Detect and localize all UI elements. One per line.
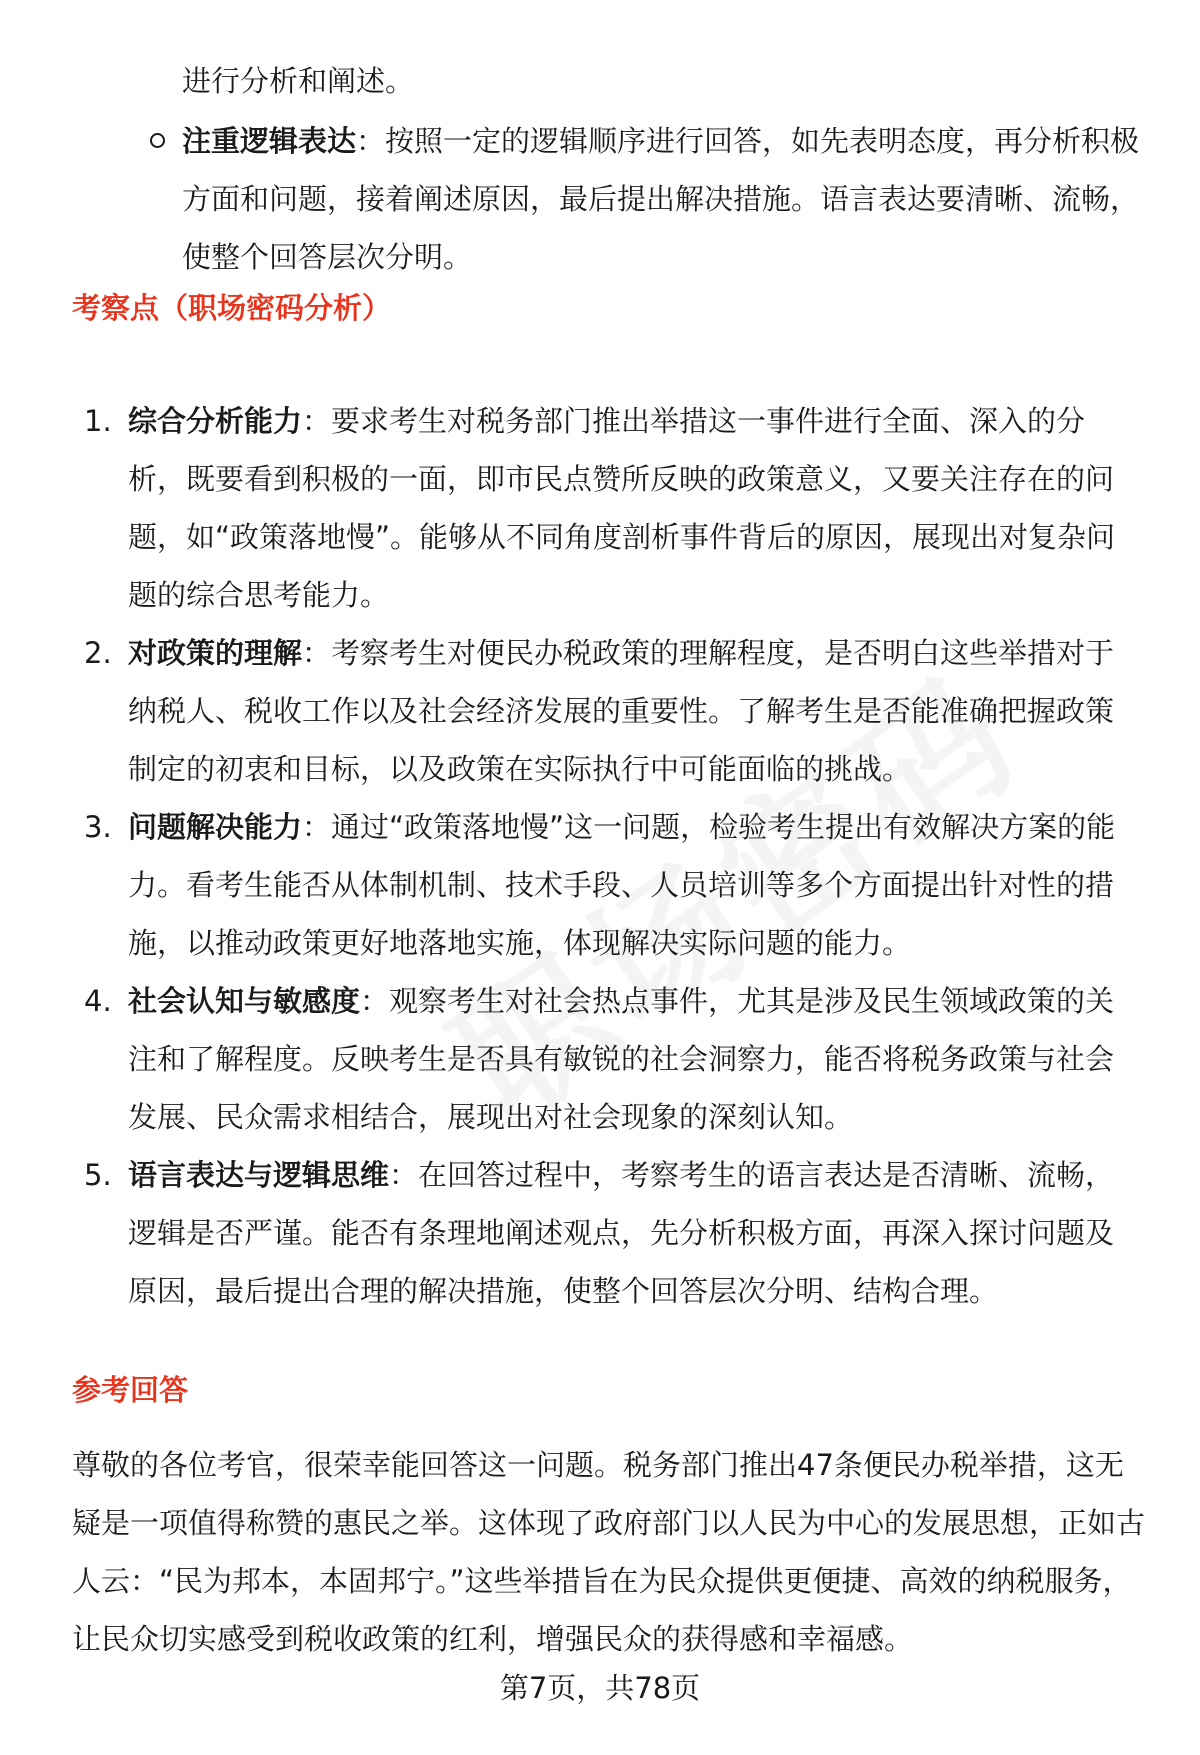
list-item-text: ：要求考生对税务部门推出举措这一事件进行全面、深入的分析，既要看到积极的一面，即市民点赞所反映的政策意义，又要关注存在的问题，如“政策落地慢”。能够从不同角度剖析事件背后的原因，展现出对复杂问题的综合思考能力。 [128, 404, 1116, 612]
list-item [72, 1146, 1142, 1320]
list-item [72, 972, 1142, 1146]
list-item-body [128, 392, 1142, 624]
sub-list-item [150, 112, 1142, 286]
list-item-title: 对政策的理解 [128, 636, 303, 670]
continuation-text: 进行分析和阐述。 [182, 64, 415, 98]
sub-item-text: ：按照一定的逻辑顺序进行回答，如先表明态度，再分析积极方面和问题，接着阐述原因，最后提出解决措施。语言表达要清晰、流畅，使整个回答层次分明。 [182, 124, 1140, 274]
list-item [72, 392, 1142, 624]
list-item-number: 3. [84, 810, 112, 844]
list-item-title: 语言表达与逻辑思维 [128, 1158, 390, 1192]
list-item-text: ：观察考生对社会热点事件，尤其是涉及民生领域政策的关注和了解程度。反映考生是否具有敏锐的社会洞察力，能否将税务政策与社会发展、民众需求相结合，展现出对社会现象的深刻认知。 [128, 984, 1115, 1134]
section-heading-reference-answer: 参考回答 [72, 1373, 189, 1407]
page-number-footer: 第7页，共78页 [499, 1671, 701, 1705]
exam-points-list [72, 392, 1142, 1320]
list-item-text: ：通过“政策落地慢”这一问题，检验考生提出有效解决方案的能力。看考生能否从体制机制、技术手段、人员培训等多个方面提出针对性的措施，以推动政策更好地落地实施，体现解决实际问题的能力。 [128, 810, 1116, 960]
sub-item-title: 注重逻辑表达 [182, 124, 357, 158]
section-heading-exam-points: 考察点（职场密码分析） [72, 291, 392, 325]
list-item [72, 624, 1142, 798]
reference-answer-paragraph: 尊敬的各位考官，很荣幸能回答这一问题。税务部门推出47条便民办税举措，这无疑是一项值得称赞的惠民之举。这体现了政府部门以人民为中心的发展思想，正如古人云：“民为邦本，本固邦宁。”这些举措旨在为民众提供更便捷、高效的纳税服务，让民众切实感受到税收政策的红利，增强民众的获得感和幸福感。 [72, 1448, 1146, 1656]
list-item-number: 2. [84, 636, 112, 670]
list-item-body [128, 972, 1142, 1146]
list-item-text: ：考察考生对便民办税政策的理解程度，是否明白这些举措对于纳税人、税收工作以及社会经济发展的重要性。了解考生是否能准确把握政策制定的初衷和目标，以及政策在实际执行中可能面临的挑战。 [128, 636, 1115, 786]
sub-item-body [182, 112, 1142, 286]
list-item-number: 5. [84, 1158, 112, 1192]
list-item-body [128, 1146, 1142, 1320]
list-item-body [128, 624, 1142, 798]
list-item-title: 问题解决能力 [128, 810, 303, 844]
hollow-circle-bullet-icon [150, 133, 165, 148]
list-item [72, 798, 1142, 972]
list-item-text: ：在回答过程中，考察考生的语言表达是否清晰、流畅，逻辑是否严谨。能否有条理地阐述观点，先分析积极方面，再深入探讨问题及原因，最后提出合理的解决措施，使整个回答层次分明、结构合理。 [128, 1158, 1115, 1308]
list-item-body [128, 798, 1142, 972]
list-item-title: 社会认知与敏感度 [128, 984, 361, 1018]
list-item-number: 4. [84, 984, 112, 1018]
list-item-number: 1. [84, 404, 112, 438]
list-item-title: 综合分析能力 [128, 404, 303, 438]
